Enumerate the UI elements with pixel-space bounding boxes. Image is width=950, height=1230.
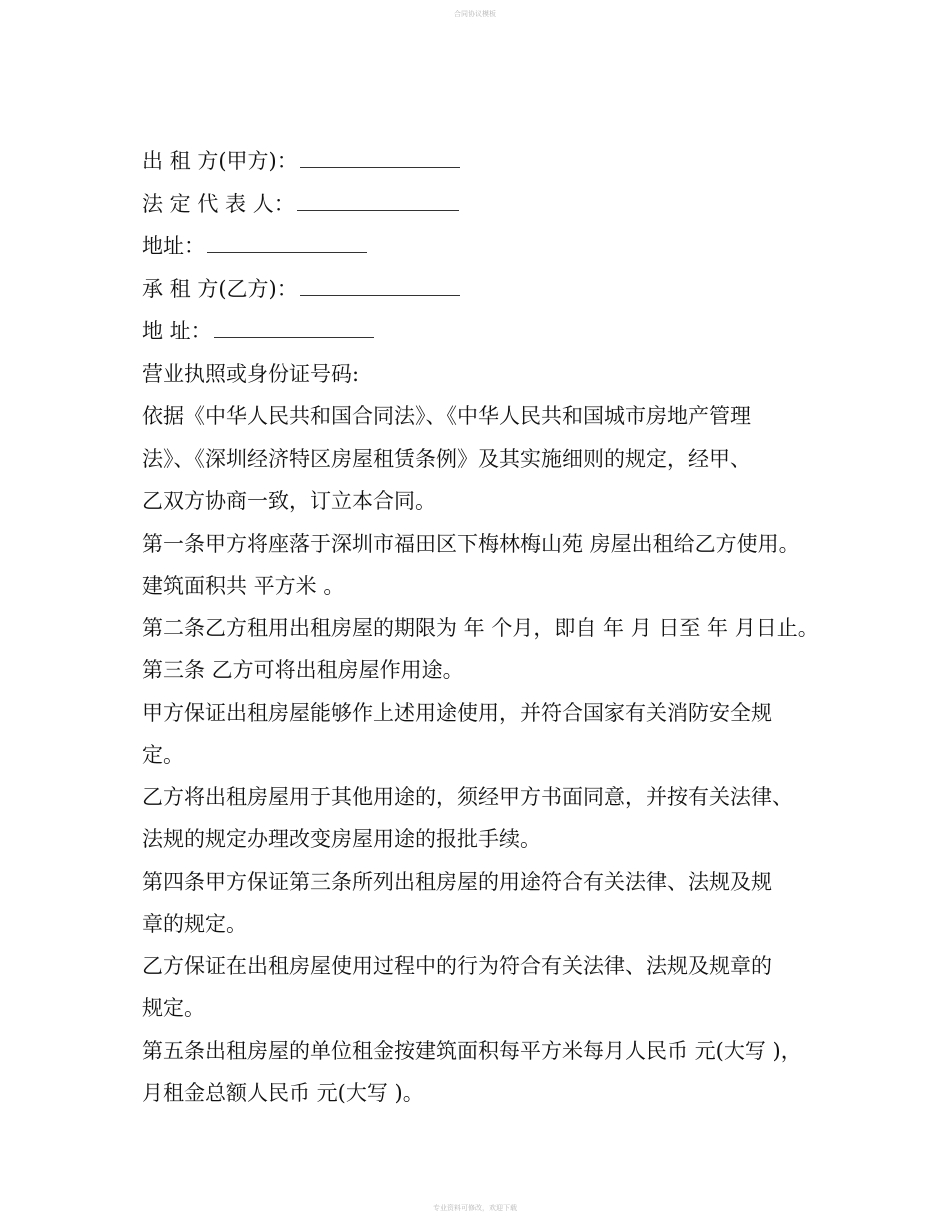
- body-line: 定。: [142, 743, 184, 767]
- lessee-line: [142, 276, 460, 302]
- license-line: [142, 361, 359, 387]
- clause-3-line: 第三条 乙方可将出租房屋作用途。: [142, 658, 464, 682]
- body-line: 乙方保证在出租房屋使用过程中的行为符合有关法律、法规及规章的: [142, 954, 772, 978]
- lessor-line: [142, 148, 460, 174]
- body-line: 乙方将出租房屋用于其他用途的，须经甲方书面同意，并按有关法律、: [142, 785, 793, 809]
- legal-rep-blank[interactable]: [297, 192, 459, 211]
- lessor-label: 出 租 方(甲方)：: [142, 149, 298, 173]
- lessee-label: 承 租 方(乙方)：: [142, 277, 298, 301]
- lessor-address-blank[interactable]: [207, 234, 367, 253]
- footer-watermark: 专业资料可修改，欢迎下载: [433, 1204, 517, 1212]
- clause-2-line: 第二条乙方租用出租房屋的期限为 年 个月，即自 年 月 日至 年 月日止。: [142, 616, 819, 640]
- body-line: 甲方保证出租房屋能够作上述用途使用，并符合国家有关消防安全规: [142, 701, 772, 725]
- license-label: 营业执照或身份证号码:: [142, 362, 360, 386]
- clause-4-line: 第四条甲方保证第三条所列出租房屋的用途符合有关法律、法规及规: [142, 870, 772, 894]
- lessee-address-line: [142, 318, 374, 344]
- clause-5-line: 第五条出租房屋的单位租金按建筑面积每平方米每月人民币 元(大写 )，: [142, 1039, 802, 1063]
- legal-rep-label: 法 定 代 表 人：: [142, 192, 295, 216]
- clause-1-line: 第一条甲方将座落于深圳市福田区下梅林梅山苑 房屋出租给乙方使用。: [142, 532, 800, 556]
- body-line: 法规的规定办理改变房屋用途的报批手续。: [142, 827, 541, 851]
- lessor-address-line: [142, 233, 367, 259]
- body-line: 规定。: [142, 996, 205, 1020]
- legal-rep-line: [142, 191, 459, 217]
- body-line: 依据《中华人民共和国合同法》、《中华人民共和国城市房地产管理: [142, 404, 751, 428]
- lessee-address-blank[interactable]: [214, 319, 374, 338]
- lessee-blank[interactable]: [300, 277, 460, 296]
- lessor-address-label: 地址：: [142, 234, 205, 258]
- header-watermark: 合同协议模板: [454, 10, 496, 18]
- body-line: 建筑面积共 平方米 。: [142, 574, 345, 598]
- body-line: 月租金总额人民币 元(大写 )。: [142, 1081, 424, 1105]
- body-line: 章的规定。: [142, 912, 247, 936]
- body-line: 法》、《深圳经济特区房屋租赁条例》及其实施细则的规定，经甲、: [142, 447, 751, 471]
- lessor-blank[interactable]: [300, 149, 460, 168]
- lessee-address-label: 地 址：: [142, 319, 212, 343]
- body-line: 乙双方协商一致，订立本合同。: [142, 489, 436, 513]
